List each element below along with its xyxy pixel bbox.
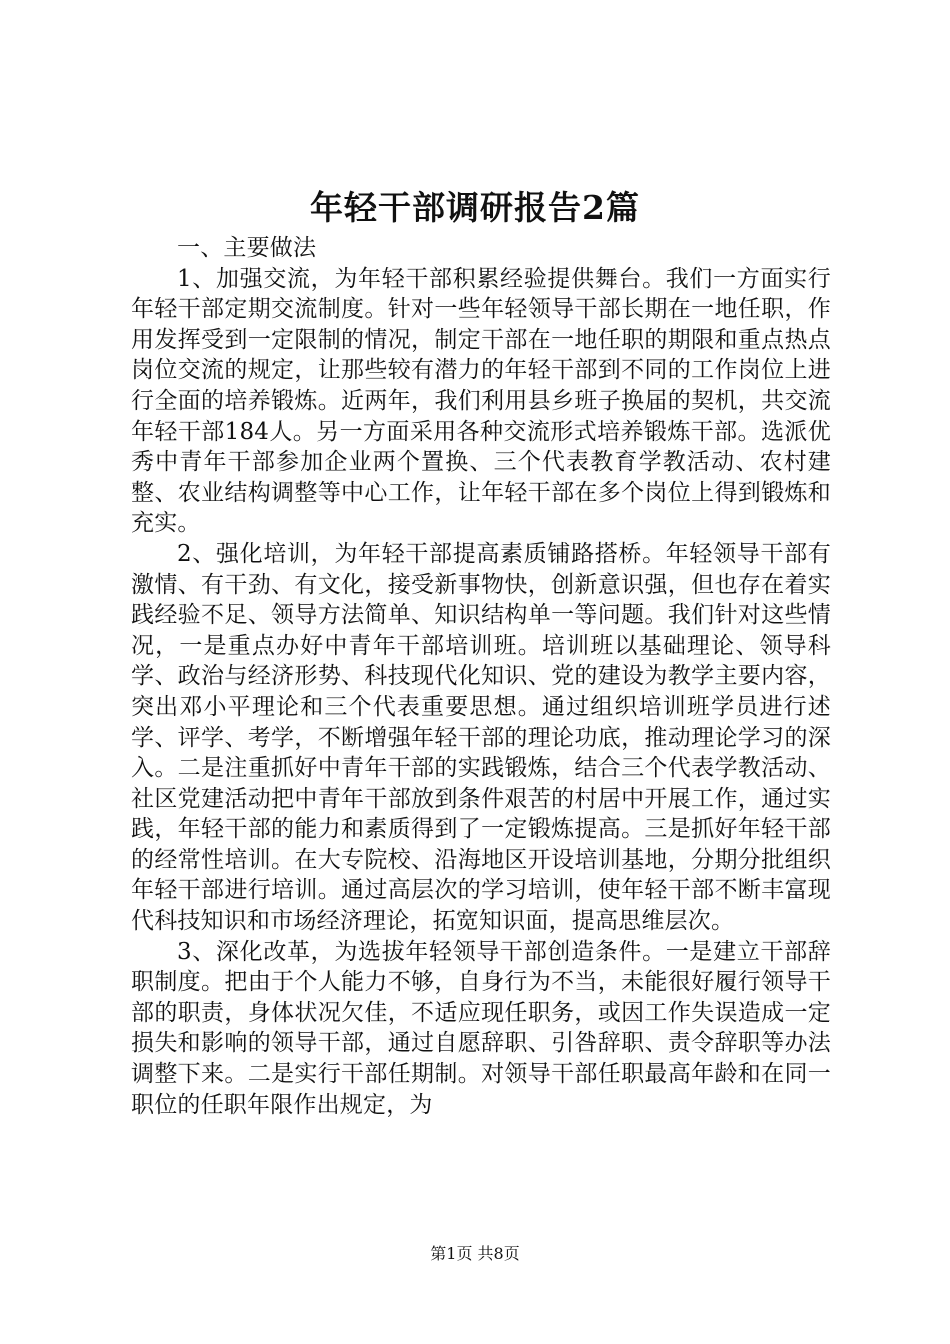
page-footer: 第1页 共8页 xyxy=(430,1244,520,1263)
document-body xyxy=(131,233,831,1120)
document-title: 年轻干部调研报告2篇 xyxy=(310,188,640,227)
paragraph-1: 1、加强交流，为年轻干部积累经验提供舞台。我们一方面实行年轻干部定期交流制度。针对一些年轻领导干部长期在一地任职，作用发挥受到一定限制的情况，制定干部在一地任职的期限和重点热点岗位交流的规定，让那些较有潜力的年轻干部到不同的工作岗位上进行全面的培养锻炼。近两年，我们利用县乡班子换届的契机，共交流年轻干部184人。另一方面采用各种交流形式培养锻炼干部。选派优秀中青年干部参加企业两个置换、三个代表教育学教活动、农村建整、农业结构调整等中心工作，让年轻干部在多个岗位上得到锻炼和充实。 xyxy=(131,265,831,537)
paragraph-2: 2、强化培训，为年轻干部提高素质铺路搭桥。年轻领导干部有激情、有干劲、有文化，接受新事物快，创新意识强，但也存在着实践经验不足、领导方法简单、知识结构单一等问题。我们针对这些情况，一是重点办好中青年干部培训班。培训班以基础理论、领导科学、政治与经济形势、科技现代化知识、党的建设为教学主要内容，突出邓小平理论和三个代表重要思想。通过组织培训班学员进行述学、评学、考学，不断增强年轻干部的理论功底，推动理论学习的深入。二是注重抓好中青年干部的实践锻炼，结合三个代表学教活动、社区党建活动把中青年干部放到条件艰苦的村居中开展工作，通过实践，年轻干部的能力和素质得到了一定锻炼提高。三是抓好年轻干部的经常性培训。在大专院校、沿海地区开设培训基地，分期分批组织年轻干部进行培训。通过高层次的学习培训，使年轻干部不断丰富现代科技知识和市场经济理论，拓宽知识面，提高思维层次。 xyxy=(131,540,831,935)
section-heading: 一、主要做法 xyxy=(177,235,317,261)
paragraph-3: 3、深化改革，为选拔年轻领导干部创造条件。一是建立干部辞职制度。把由于个人能力不够，自身行为不当，未能很好履行领导干部的职责，身体状况欠佳，不适应现任职务，或因工作失误造成一定损失和影响的领导干部，通过自愿辞职、引咎辞职、责令辞职等办法调整下来。二是实行干部任期制。对领导干部任职最高年龄和在同一职位的任职年限作出规定，为 xyxy=(131,938,831,1118)
